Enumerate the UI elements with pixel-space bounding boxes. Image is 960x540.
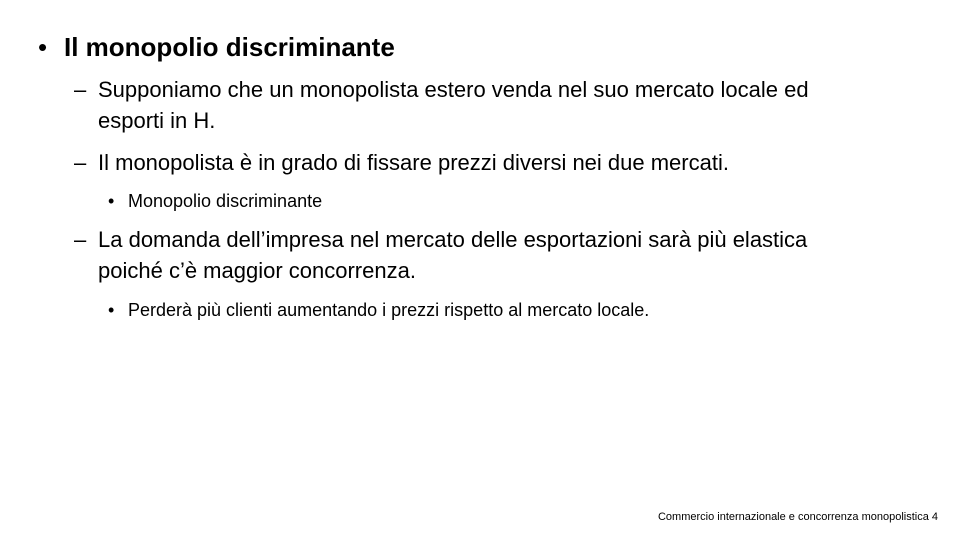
bullet-item-3-text: La domanda dell’impresa nel mercato delle esportazioni sarà più elastica poiché c’è maggior concorrenza. bbox=[98, 227, 808, 283]
bullet-marker: • bbox=[38, 32, 48, 62]
sub-bullet-item-3-text: Perderà più clienti aumentando i prezzi rispetto al mercato locale. bbox=[128, 300, 650, 320]
bullet-item-1-text: Supponiamo che un monopolista estero venda nel suo mercato locale ed esporti in H. bbox=[98, 77, 809, 133]
slide-heading-bullet bbox=[38, 30, 395, 64]
bullet-marker: • bbox=[108, 300, 115, 320]
slide-footer: Commercio internazionale e concorrenza monopolistica 4 bbox=[657, 511, 938, 523]
bullet-item-2-text: Il monopolista è in grado di fissare prezzi diversi nei due mercati. bbox=[98, 150, 729, 175]
slide-heading: Il monopolio discriminante bbox=[64, 32, 395, 62]
dash-marker: – bbox=[74, 150, 87, 175]
bullet-item-3 bbox=[74, 224, 854, 286]
sub-bullet-item-2 bbox=[108, 189, 322, 213]
dash-marker: – bbox=[74, 77, 87, 102]
bullet-item-1 bbox=[74, 74, 854, 136]
bullet-item-2 bbox=[74, 147, 854, 178]
dash-marker: – bbox=[74, 227, 87, 252]
sub-bullet-item-2-text: Monopolio discriminante bbox=[128, 191, 323, 211]
bullet-marker: • bbox=[108, 191, 115, 211]
sub-bullet-item-3 bbox=[108, 298, 649, 322]
